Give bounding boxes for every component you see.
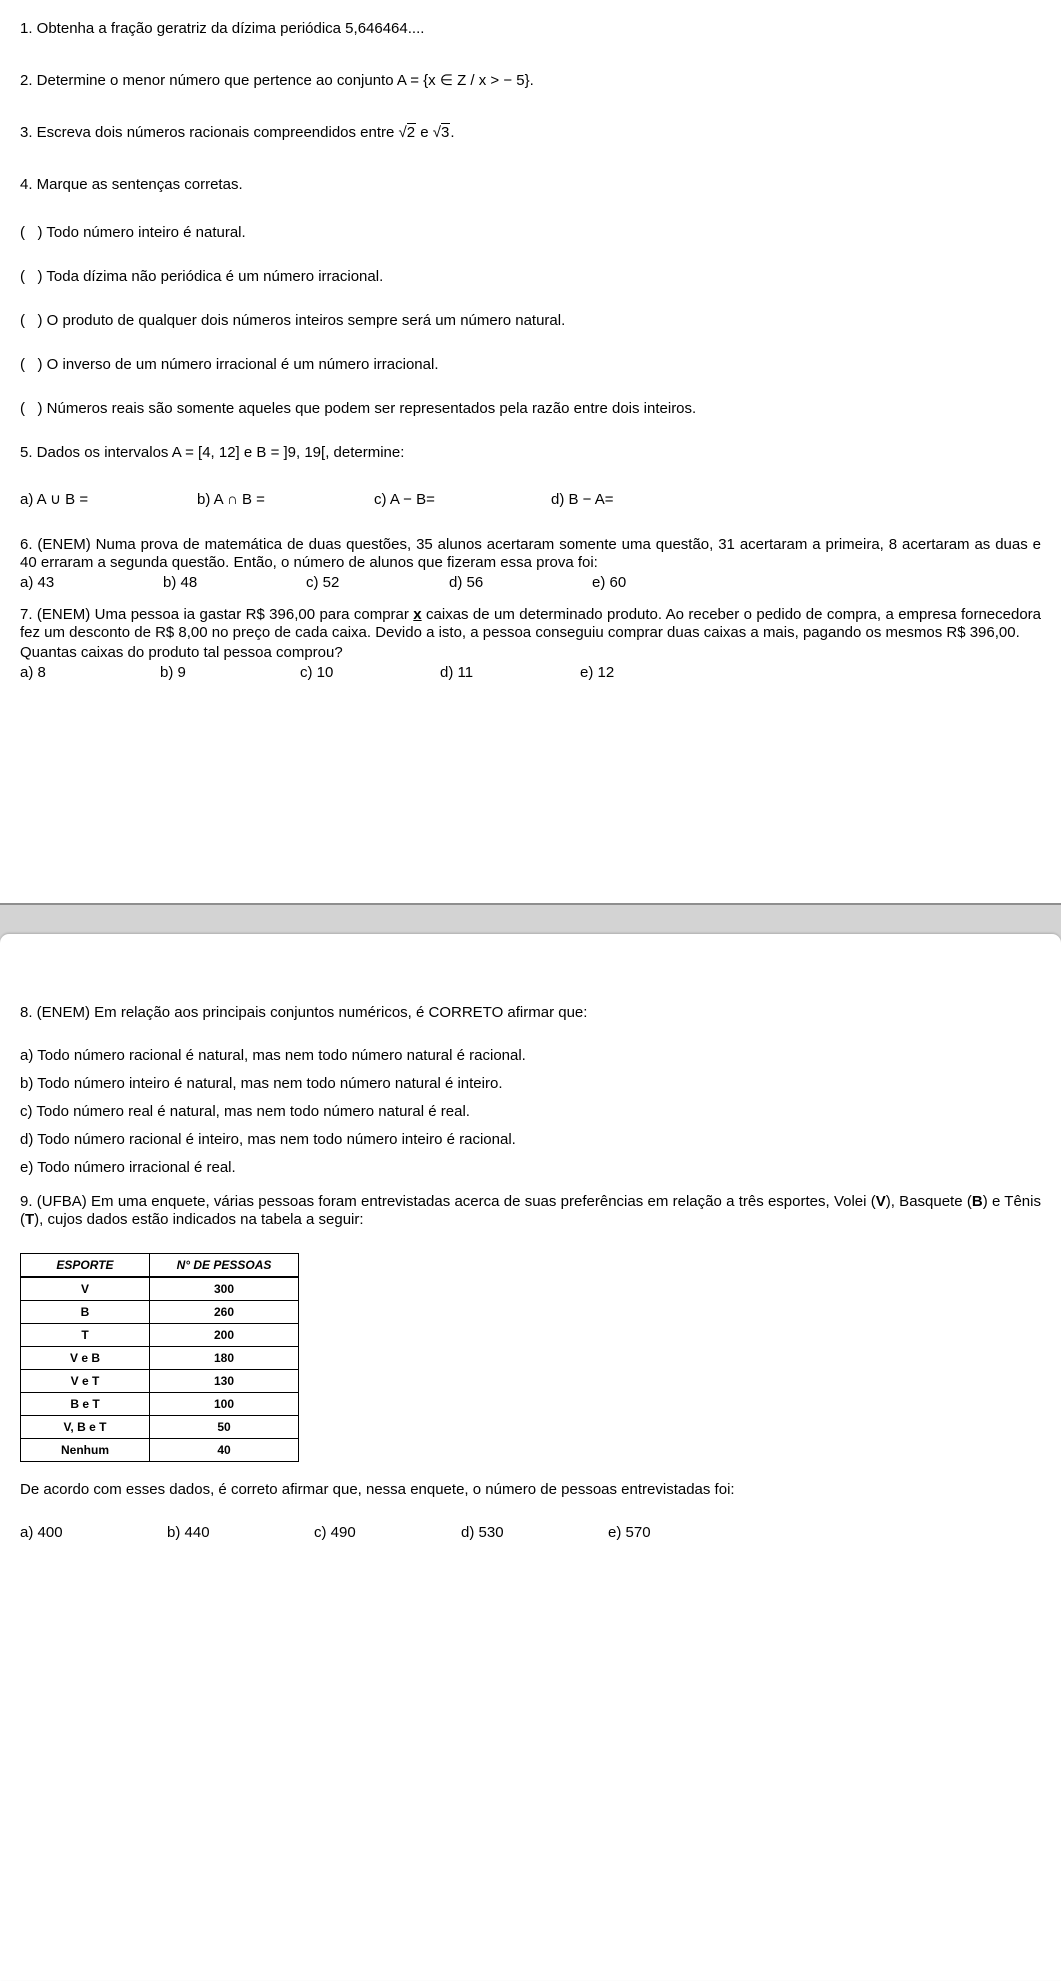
question-8-option-b: b) Todo número inteiro é natural, mas nem todo número natural é inteiro. [20,1075,503,1092]
option-c: c) 10 [300,664,334,681]
question-4-item-5: ( ) Números reais são somente aqueles que podem ser representados pela razão entre dois inteiros. [20,400,697,417]
question-7-question-line: Quantas caixas do produto tal pessoa comprou? [20,644,343,661]
table-cell: 300 [150,1277,299,1301]
table-header-row [21,1254,299,1278]
table-row [21,1370,299,1393]
sports-table [20,1253,299,1462]
table-cell: B [21,1301,150,1324]
table-cell: 260 [150,1301,299,1324]
question-4-item-3: ( ) O produto de qualquer dois números inteiros sempre será um número natural. [20,312,566,329]
option-b: b) 9 [160,664,186,681]
table-cell: V e B [21,1347,150,1370]
option-d: d) 56 [449,574,484,591]
option-d: d) 11 [440,664,474,681]
page-2 [0,934,1061,1980]
table-cell: V e T [21,1370,150,1393]
table-cell: V, B e T [21,1416,150,1439]
question-4-item-2: ( ) Toda dízima não periódica é um número irracional. [20,268,384,285]
option-a: a) 400 [20,1524,63,1541]
table-cell: Nenhum [21,1439,150,1462]
question-7-text: 7. (ENEM) Uma pessoa ia gastar R$ 396,00 para comprar x caixas de um determinado produto. Ao receber o pedido de compra, a empresa fornecedora fez um desconto de R$ 8,00 no preço de cada caixa. Devido a isto, a pessoa conseguiu comprar duas caixas a mais, pagando os mesmos R$ 396,00. [20,606,1041,641]
option-d: d) B − A= [551,491,614,508]
option-a: a) A ∪ B = [20,491,89,508]
question-9-text: 9. (UFBA) Em uma enquete, várias pessoas foram entrevistadas acerca de suas preferências em relação a três esportes, Volei (V), Basquete (B) e Tênis (T), cujos dados estão indicados na tabela a seguir: [20,1193,1041,1228]
table-cell: 50 [150,1416,299,1439]
option-c: c) 490 [314,1524,356,1541]
question-8-option-e: e) Todo número irracional é real. [20,1159,236,1176]
question-6-options [20,574,1041,592]
option-b: b) 48 [163,574,198,591]
question-8-title: 8. (ENEM) Em relação aos principais conjuntos numéricos, é CORRETO afirmar que: [20,1004,588,1021]
table-header-sport: ESPORTE [21,1254,150,1278]
option-c: c) 52 [306,574,340,591]
table-row [21,1416,299,1439]
question-7-options [20,664,1041,682]
question-4-title: 4. Marque as sentenças corretas. [20,176,243,193]
table-header-people: N° DE PESSOAS [150,1254,299,1278]
option-d: d) 530 [461,1524,504,1541]
table-row [21,1439,299,1462]
table-row [21,1393,299,1416]
question-6-text: 6. (ENEM) Numa prova de matemática de duas questões, 35 alunos acertaram somente uma questão, 31 acertaram a primeira, 8 acertaram as duas e 40 erraram a segunda questão. Então, o número de alunos que fizeram essa prova foi: [20,536,1041,571]
question-8-option-d: d) Todo número racional é inteiro, mas nem todo número inteiro é racional. [20,1131,516,1148]
page-1 [0,0,1061,903]
table-cell: 130 [150,1370,299,1393]
option-e: e) 60 [592,574,627,591]
table-row [21,1324,299,1347]
table-cell: T [21,1324,150,1347]
option-e: e) 570 [608,1524,651,1541]
question-1: 1. Obtenha a fração geratriz da dízima periódica 5,646464.... [20,20,425,37]
option-b: b) A ∩ B = [197,491,265,508]
question-8-option-c: c) Todo número real é natural, mas nem todo número natural é real. [20,1103,470,1120]
option-a: a) 43 [20,574,55,591]
option-a: a) 8 [20,664,46,681]
question-8-option-a: a) Todo número racional é natural, mas nem todo número natural é racional. [20,1047,526,1064]
option-e: e) 12 [580,664,615,681]
question-2: 2. Determine o menor número que pertence ao conjunto A = {x ∈ Z / x > − 5}. [20,72,534,89]
question-9-options [20,1524,1041,1542]
table-cell: 40 [150,1439,299,1462]
table-row [21,1347,299,1370]
table-cell: 100 [150,1393,299,1416]
option-c: c) A − B= [374,491,435,508]
question-9-closing: De acordo com esses dados, é correto afirmar que, nessa enquete, o número de pessoas entrevistadas foi: [20,1481,735,1498]
question-5-title: 5. Dados os intervalos A = [4, 12] e B = ]9, 19[, determine: [20,444,405,461]
option-b: b) 440 [167,1524,210,1541]
table-cell: V [21,1277,150,1301]
question-5-options [20,491,1041,509]
question-4-item-1: ( ) Todo número inteiro é natural. [20,224,246,241]
table-row [21,1277,299,1301]
question-4-item-4: ( ) O inverso de um número irracional é um número irracional. [20,356,439,373]
table-cell: 200 [150,1324,299,1347]
table-row [21,1301,299,1324]
table-cell: 180 [150,1347,299,1370]
table-cell: B e T [21,1393,150,1416]
question-3: 3. Escreva dois números racionais compreendidos entre √2 e √3. [20,124,455,141]
